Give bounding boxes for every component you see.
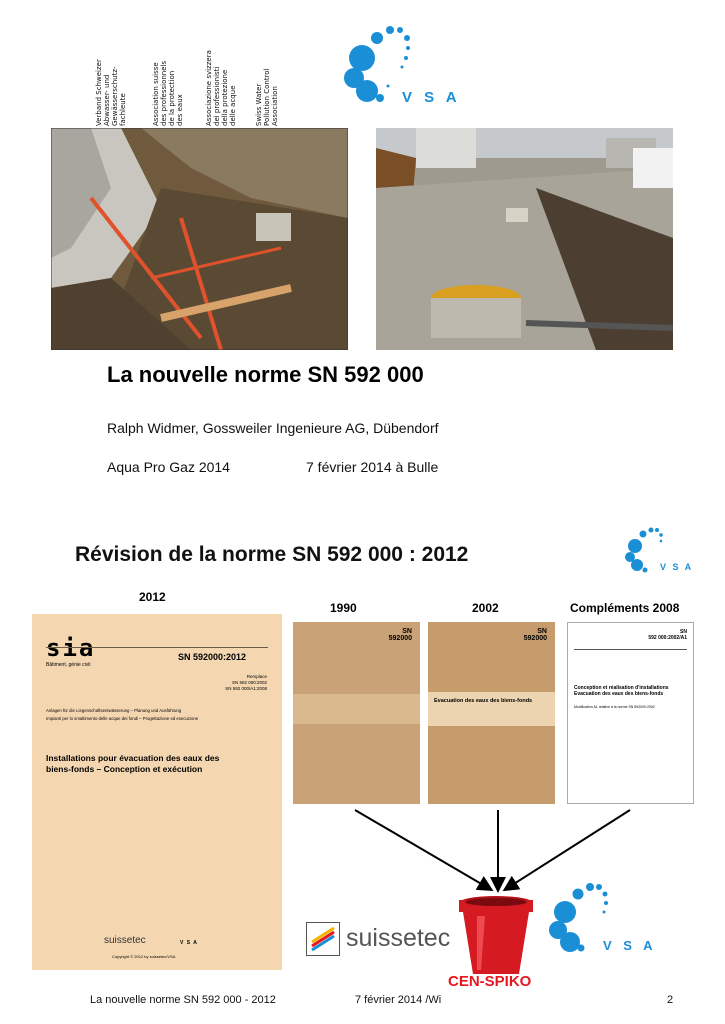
author-line: Ralph Widmer, Gossweiler Ingenieure AG, Dübendorf xyxy=(107,420,439,436)
cover-2008 xyxy=(567,622,694,804)
cover-2002-title: Evacuation des eaux des biens-fonds xyxy=(434,698,533,704)
sia-small-de: Anlagen für die Liegenschaftsentwässerung – Planung und Ausführung xyxy=(46,708,182,713)
cover-2008-title: Conception et réalisation d'installations Evacuation des eaux des biens-fonds xyxy=(574,685,669,697)
assoc-text-de: Verband Schweizer Abwasser- und Gewässerschutz- fachleute xyxy=(95,59,127,126)
complements-label: Compléments 2008 xyxy=(570,601,680,615)
cover-2002 xyxy=(428,622,555,804)
cover-2002-norm: SN 592000 xyxy=(523,628,547,642)
construction-photo-right xyxy=(376,128,673,350)
suissetec-text: suissetec xyxy=(346,924,451,952)
vsa-logo-small-text: V S A xyxy=(660,562,694,572)
flowerpot-image xyxy=(455,894,537,976)
slide1-title: La nouvelle norme SN 592 000 xyxy=(107,362,424,387)
cen-spiko-label: CEN-SPIKO xyxy=(448,973,532,990)
cover-2008-norm: SN 592 000:2002/A1 xyxy=(648,629,687,641)
cover-2008-rule xyxy=(574,649,687,650)
sia-replaces: Remplace SN 592 000:2002 SN 592 000/A1:2008 xyxy=(225,674,267,691)
assoc-text-en: Swiss Water Pollution Control Association xyxy=(255,68,279,126)
page-number: 2 xyxy=(667,994,674,1006)
vsa-logo-small xyxy=(622,524,698,576)
cover-1990 xyxy=(293,622,420,804)
sia-footer-left: Copyright © 2012 by suissetec/VSA xyxy=(112,954,176,959)
sia-brand: sia xyxy=(46,634,96,662)
construction-photo-left xyxy=(51,128,348,350)
year-label-2012: 2012 xyxy=(139,590,166,604)
suissetec-logo xyxy=(306,918,466,962)
year-label-1990: 1990 xyxy=(330,601,357,615)
date-place-line: 7 février 2014 à Bulle xyxy=(306,459,439,475)
assoc-text-fr: Association suisse des professionnels de la protection des eaux xyxy=(152,60,184,126)
slide2-title: Révision de la norme SN 592 000 : 2012 xyxy=(75,543,469,566)
cover-1990-band xyxy=(293,694,420,724)
sia-suissetec: suissetec xyxy=(104,935,146,946)
vsa-logo-text: V S A xyxy=(402,89,461,106)
sia-2012-cover xyxy=(32,614,282,970)
footer-center: 7 février 2014 /Wi xyxy=(355,994,442,1006)
sia-vsa: V S A xyxy=(180,940,198,946)
assoc-text-it: Associazione svizzera dei professionisti della protezione delle acque xyxy=(205,50,237,126)
sia-divider xyxy=(46,647,268,648)
sia-norm-number: SN 592000:2012 xyxy=(178,652,247,662)
cover-1990-norm: SN 592000 xyxy=(388,628,412,642)
vsa-logo xyxy=(340,20,470,110)
sia-small-it: Impianti per lo smaltimento delle acque dei fondi – Progettazione ed esecuzione xyxy=(46,716,199,721)
year-label-2002: 2002 xyxy=(472,601,499,615)
vsa-logo-bottom-text: V S A xyxy=(603,938,657,953)
sia-subtitle: Bâtiment, génie civil xyxy=(46,662,91,668)
cover-2008-sub: Modification A1 relative à la norme SN 592000:2002 xyxy=(574,705,655,709)
suissetec-mark-icon xyxy=(306,922,340,956)
sia-main-title: Installations pour évacuation des eaux des biens-fonds – Conception et exécution xyxy=(46,753,220,774)
event-line: Aqua Pro Gaz 2014 xyxy=(107,459,230,475)
footer-left: La nouvelle norme SN 592 000 - 2012 xyxy=(90,994,276,1006)
vsa-logo-bottom xyxy=(545,878,660,958)
